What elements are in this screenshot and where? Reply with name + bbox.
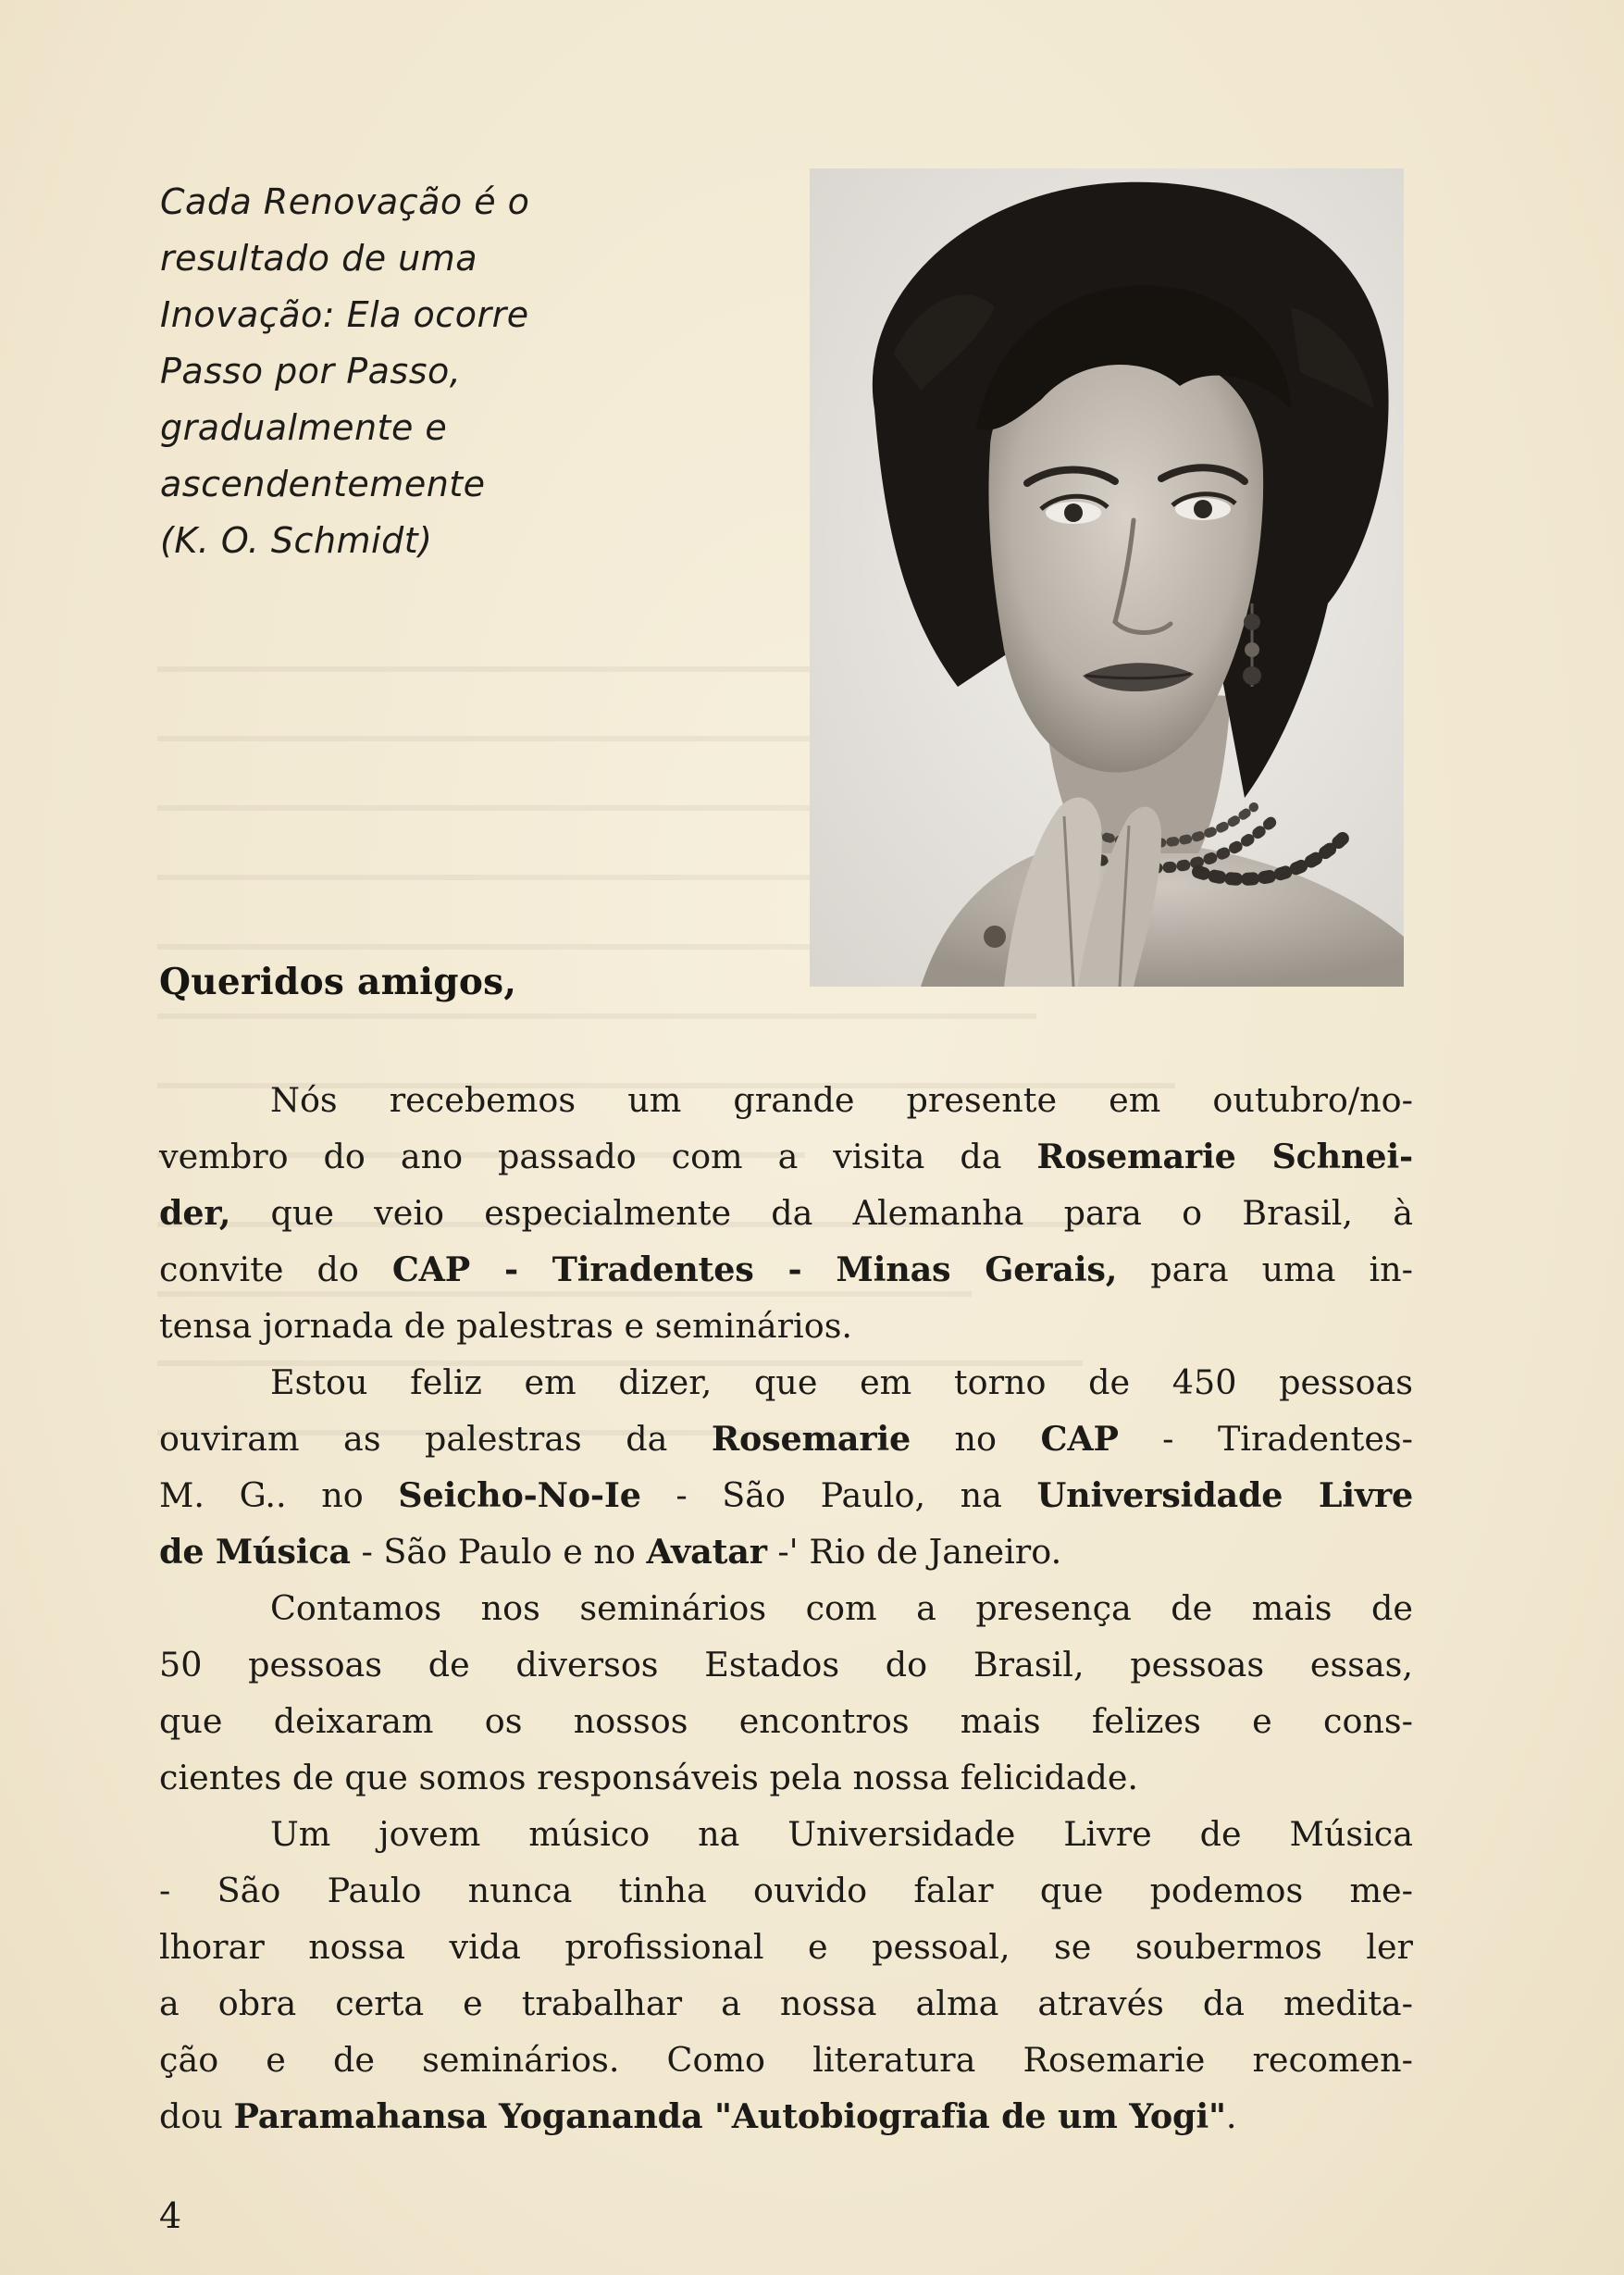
epigraph-attribution: (K. O. Schmidt) (160, 520, 433, 561)
portrait-illustration (810, 168, 1404, 987)
text-span: ção e de seminários. Como literatura Rosemarie recomen- (159, 2040, 1413, 2080)
text-line (159, 1411, 1413, 1467)
text-span: Contamos nos seminários com a presença de mais de (270, 1588, 1413, 1628)
epigraph-line: Cada Renovação é o (160, 181, 530, 222)
bold-name: Avatar (646, 1532, 767, 1572)
text-span: vembro do ano passado com a visita da (159, 1137, 1037, 1176)
bold-name: CAP (1040, 1419, 1119, 1459)
text-span: - São Paulo e no (350, 1532, 647, 1572)
text-line (159, 1862, 1413, 1919)
page-number: 4 (159, 2195, 182, 2236)
letter-body (159, 1072, 1413, 2144)
text-span: lhorar nossa vida profissional e pessoal, se soubermos ler (159, 1927, 1413, 1967)
text-span: Estou feliz em dizer, que em torno de 450 pessoas (270, 1362, 1413, 1402)
text-line (159, 1298, 1413, 1354)
epigraph-quote (160, 174, 641, 569)
text-span: . (1225, 2096, 1237, 2136)
text-span: convite do (159, 1249, 392, 1289)
text-span: ouviram as palestras da (159, 1419, 712, 1459)
text-line (159, 1072, 1413, 1128)
text-span: - Tiradentes- (1118, 1419, 1413, 1459)
text-line (159, 1467, 1413, 1523)
epigraph-line: Inovação: Ela ocorre (160, 294, 529, 335)
text-line (159, 1241, 1413, 1298)
text-line (159, 1128, 1413, 1185)
text-span: 50 pessoas de diversos Estados do Brasil, pessoas essas, (159, 1645, 1413, 1684)
text-line (159, 1919, 1413, 1975)
epigraph-line: gradualmente e (160, 407, 448, 448)
portrait-photo (810, 168, 1404, 987)
text-line (159, 1636, 1413, 1693)
bold-name: der, (159, 1193, 231, 1233)
bold-book-title: Paramahansa Yogananda "Autobiografia de um Yogi" (233, 2096, 1226, 2136)
text-line (159, 1693, 1413, 1749)
bold-name: Rosemarie (711, 1419, 911, 1459)
bold-name: de Música (159, 1532, 351, 1572)
text-span: dou (159, 2096, 234, 2136)
text-span: Nós recebemos um grande presente em outubro/no- (270, 1080, 1413, 1120)
text-line (159, 1580, 1413, 1636)
text-line (159, 1354, 1413, 1411)
text-line (159, 1806, 1413, 1862)
text-span: tensa jornada de palestras e seminários. (159, 1306, 853, 1346)
text-line (159, 1185, 1413, 1241)
text-span: a obra certa e trabalhar a nossa alma através da medita- (159, 1983, 1413, 2023)
text-span: que veio especialmente da Alemanha para o Brasil, à (230, 1193, 1413, 1233)
salutation-heading: Queridos amigos, (159, 961, 517, 1003)
epigraph-line: Passo por Passo, (160, 351, 462, 392)
text-span: -' Rio de Janeiro. (766, 1532, 1062, 1572)
bold-name: Seicho-No-Ie (398, 1475, 641, 1515)
text-span: cientes de que somos responsáveis pela nossa felicidade. (159, 1758, 1139, 1797)
text-line (159, 1523, 1413, 1580)
text-line (159, 1975, 1413, 2032)
text-span: para uma in- (1117, 1249, 1413, 1289)
text-span: no (911, 1419, 1041, 1459)
text-span: - São Paulo, na (640, 1475, 1037, 1515)
text-span: Um jovem músico na Universidade Livre de Música (270, 1814, 1413, 1854)
text-span: M. G.. no (159, 1475, 399, 1515)
bold-name: Rosemarie Schnei- (1036, 1137, 1413, 1176)
text-line (159, 1749, 1413, 1806)
text-line (159, 2032, 1413, 2088)
bold-name: CAP - Tiradentes - Minas Gerais, (391, 1249, 1118, 1289)
text-line (159, 2088, 1413, 2144)
text-span: que deixaram os nossos encontros mais felizes e cons- (159, 1701, 1413, 1741)
epigraph-line: resultado de uma (160, 238, 478, 279)
text-span: - São Paulo nunca tinha ouvido falar que podemos me- (159, 1871, 1413, 1910)
bold-name: Universidade Livre (1036, 1475, 1414, 1515)
epigraph-line: ascendentemente (160, 464, 486, 504)
